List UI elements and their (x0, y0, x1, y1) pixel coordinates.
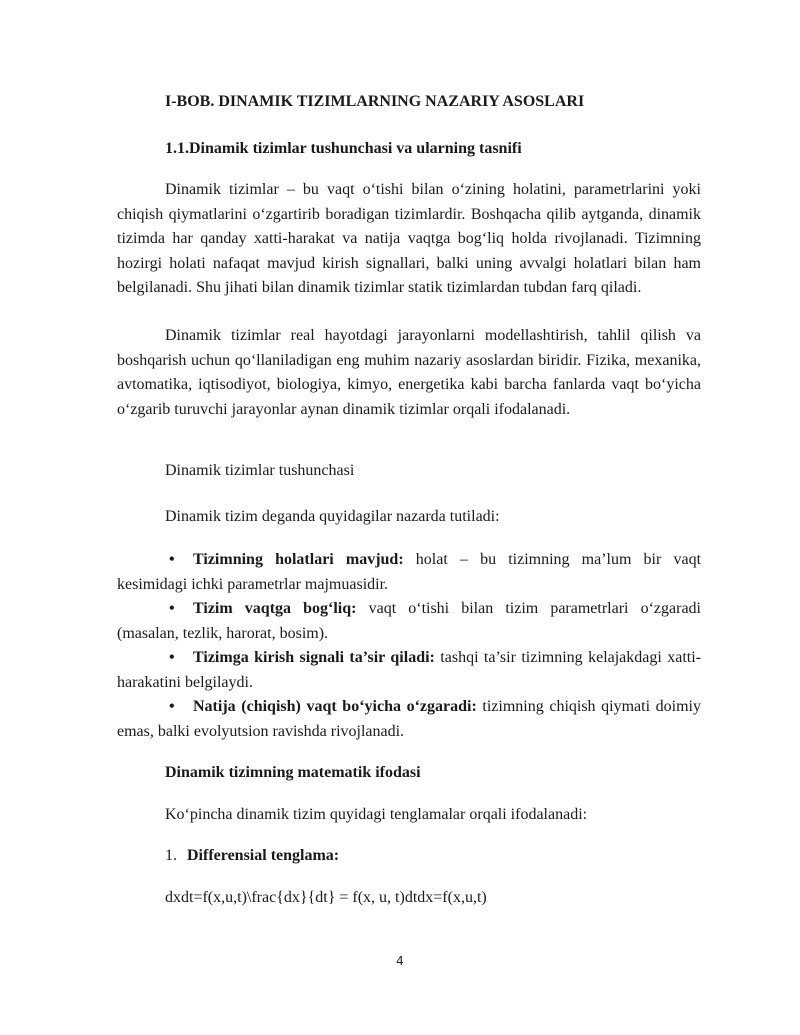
math-heading: Dinamik tizimning matematik ifodasi (165, 764, 421, 781)
item-label: Differensial tenglama: (187, 847, 340, 864)
bullet-item-2 (117, 597, 701, 646)
bullet-item-3 (117, 646, 701, 695)
item-number: 1. (165, 847, 177, 864)
equation-line: dxdt=f(x,u,t)\frac{dx}{dt} = f(x, u, t)dtdx=f(x,u,t) (165, 889, 487, 906)
numbered-item-1 (165, 847, 339, 865)
bullet-text: tashqi ta’sir tizimning kelajakdagi xatti-harakatini belgilaydi. (117, 649, 702, 691)
bullet-bold: Tizim vaqtga bog‘liq: (193, 600, 357, 617)
bullet-item-1 (117, 548, 701, 597)
bullet-icon: • (169, 600, 175, 617)
math-intro: Ko‘pincha dinamik tizim quyidagi tenglamalar orqali ifodalanadi: (165, 806, 588, 823)
section-title: 1.1.Dinamik tizimlar tushunchasi va ularning tasnifi (165, 140, 522, 157)
paragraph-2: Dinamik tizimlar real hayotdagi jarayonlarni modellashtirish, tahlil qilish va boshqarish uchun qo‘llaniladigan eng muhim nazariy asoslardan biridir. Fizika, mexanika, avtomatika, iqtisodiyot, biologiya, kimyo, energetika kabi barcha fanlarda vaqt bo‘yicha o‘zgarib turuvchi jarayonlar aynan dinamik tizimlar orqali ifodalanadi. (117, 327, 701, 418)
paragraph-1: Dinamik tizimlar – bu vaqt o‘tishi bilan o‘zining holatini, parametrlarini yoki chiqish qiymatlarini o‘zgartirib boradigan tizimlardir. Boshqacha qilib aytganda, dinamik tizimda har qanday xatti-harakat va natija vaqtga bog‘liq holda rivojlanadi. Tizimning hozirgi holati nafaqat mavjud kirish signallari, balki uning avvalgi holatlari bilan ham belgilanadi. Shu jihati bilan dinamik tizimlar statik tizimlardan tubdan farq qiladi. (117, 181, 701, 296)
intro-line: Dinamik tizim deganda quyidagilar nazarda tutiladi: (165, 508, 500, 525)
bullet-icon: • (169, 649, 175, 666)
bullet-text: holat – bu tizimning ma’lum bir vaqt kesimidagi ichki parametrlar majmuasidir. (117, 551, 702, 593)
subheading-concept: Dinamik tizimlar tushunchasi (165, 462, 355, 479)
bullet-bold: Tizimga kirish signali ta’sir qiladi: (193, 649, 435, 666)
page-number: 4 (396, 954, 404, 968)
bullet-icon: • (169, 551, 175, 568)
bullet-text: tizimning chiqish qiymati doimiy emas, balki evolyutsion ravishda rivojlanadi. (117, 698, 701, 740)
bullet-bold: Natija (chiqish) vaqt bo‘yicha o‘zgaradi: (193, 698, 477, 715)
bullet-text: vaqt o‘tishi bilan tizim parametrlari o‘zgaradi (masalan, tezlik, harorat, bosim). (117, 600, 701, 642)
chapter-title: I-BOB. DINAMIK TIZIMLARNING NAZARIY ASOSLARI (165, 93, 585, 110)
bullet-item-4 (117, 695, 701, 744)
bullet-icon: • (169, 698, 175, 715)
bullet-bold: Tizimning holatlari mavjud: (193, 551, 404, 568)
document-page (117, 0, 701, 1035)
